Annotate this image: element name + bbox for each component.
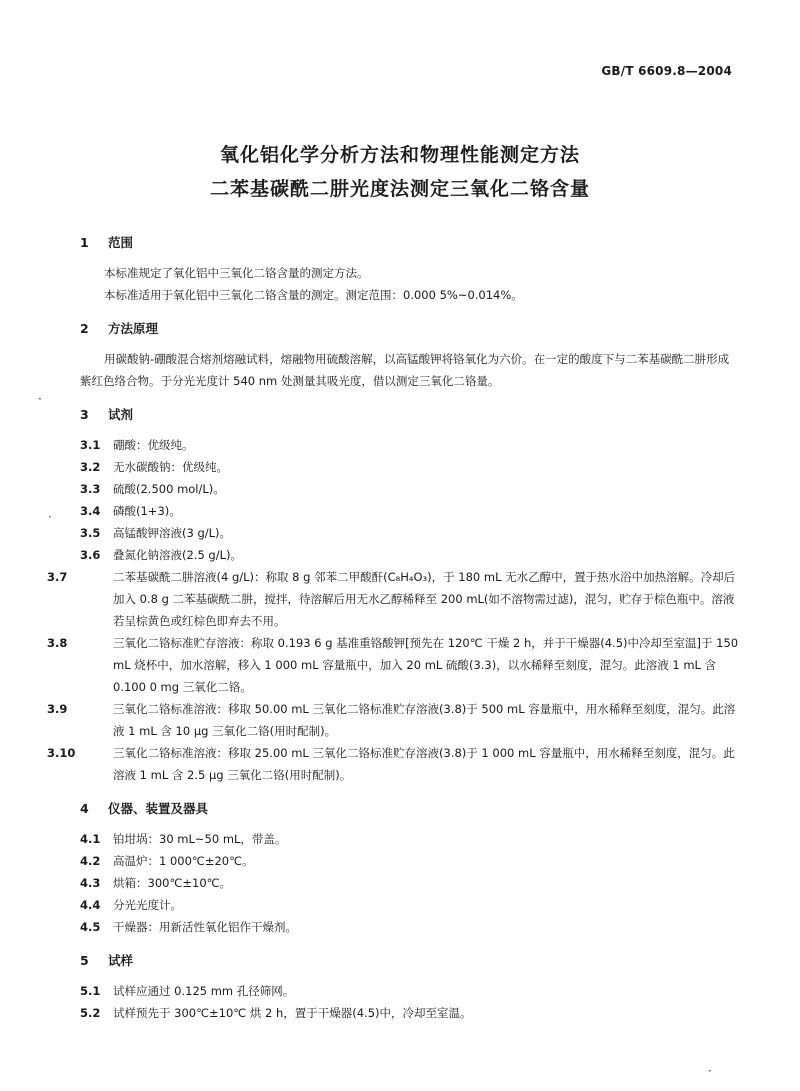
title-line-2: 二苯基碳酰二肼光度法测定三氧化二铬含量 [209, 178, 590, 200]
list-item: 4.2 高温炉：1 000℃±20℃。 [80, 854, 254, 868]
list-item: 3.5 高锰酸钾溶液(3 g/L)。 [80, 526, 232, 540]
list-item: 5.2 试样预先于 300℃±10℃ 烘 2 h，置于干燥器(4.5)中，冷却至室温。 [80, 1006, 472, 1020]
list-item: 3.8 三氧化二铬标准贮存溶液：称取 0.193 6 g 基准重铬酸钾[预先在 120℃ 干燥 2 h，并于干燥器(4.5)中冷却至室温]于 150 mL 烧杯中，加水溶解，移入 1 000 mL 容量瓶中，加入 20 mL 硫酸(3.3)，以水稀释至刻度，混匀。此溶液 1 mL 含 0.100 0 mg 三氧化二铬。 [47, 636, 739, 694]
section-number: 3 [80, 407, 89, 422]
section-title: 仪器、装置及器具 [108, 801, 209, 816]
list-item: 3.2 无水碳酸钠：优级纯。 [80, 460, 228, 474]
section-title: 试剂 [108, 407, 134, 422]
section-title: 方法原理 [108, 321, 159, 336]
list-item: 4.4 分光光度计。 [80, 898, 182, 912]
section-number: 5 [80, 953, 89, 968]
list-item: 4.3 烘箱：300℃±10℃。 [80, 876, 232, 890]
document-title [0, 138, 800, 206]
section-heading-reagents [80, 404, 740, 426]
list-item: 3.10 三氧化二铬标准溶液：移取 25.00 mL 三氧化二铬标准贮存溶液(3.8)于 1 000 mL 容量瓶中，用水稀释至刻度，混匀。此溶液 1 mL 含 2.5 μg 三氧化二铬(用时配制)。 [47, 746, 735, 782]
list-item: 3.6 叠氮化钠溶液(2.5 g/L)。 [80, 548, 242, 562]
section-title: 试样 [108, 953, 134, 968]
document-body [47, 232, 740, 1024]
scan-speck: · [38, 392, 42, 406]
section-heading-sample [80, 950, 740, 972]
list-item: 3.1 硼酸：优级纯。 [80, 438, 194, 452]
list-item: 3.7 二苯基碳酰二肼溶液(4 g/L)：称取 8 g 邻苯二甲酸酐(C₈H₄O₃)，于 180 mL 无水乙醇中，置于热水浴中加热溶解。冷却后加入 0.8 g 二苯基碳酰二肼，搅拌，待溶解后用无水乙醇稀释至 200 mL(如不溶物需过滤)，混匀，贮存于棕色瓶中。溶液若呈棕黄色或红棕色即弃去不用。 [47, 570, 736, 628]
standard-code: GB/T 6609.8—2004 [601, 64, 732, 78]
section-title: 范围 [108, 235, 134, 250]
section-number: 2 [80, 321, 89, 336]
list-item: 3.3 硫酸(2.500 mol/L)。 [80, 482, 225, 496]
list-item: 3.4 磷酸(1+3)。 [80, 504, 181, 518]
list-item: 4.5 干燥器：用新活性氧化铝作干燥剂。 [80, 920, 297, 934]
section-heading-principle [80, 318, 740, 340]
section-heading-apparatus [80, 798, 740, 820]
title-line-1: 氧化铝化学分析方法和物理性能测定方法 [219, 144, 580, 166]
section-number: 4 [80, 801, 89, 816]
paragraph: 用碳酸钠-硼酸混合熔剂熔融试料，熔融物用硫酸溶解，以高锰酸钾将铬氧化为六价。在一定的酸度下与二苯基碳酰二肼形成紫红色络合物。于分光光度计 540 nm 处测量其吸光度，借以测定三氧化二铬量。 [80, 352, 730, 388]
section-heading-scope [80, 232, 740, 254]
list-item: 4.1 铂坩埚：30 mL~50 mL，带盖。 [80, 832, 287, 846]
paragraph: 本标准适用于氧化铝中三氧化二铬含量的测定。测定范围：0.000 5%~0.014%。 [104, 288, 523, 302]
section-number: 1 [80, 235, 89, 250]
paragraph: 本标准规定了氧化铝中三氧化二铬含量的测定方法。 [104, 266, 369, 280]
scan-speck: · [48, 510, 52, 524]
list-item: 3.9 三氧化二铬标准溶液：移取 50.00 mL 三氧化二铬标准贮存溶液(3.8)于 500 mL 容量瓶中，用水稀释至刻度，混匀。此溶液 1 mL 含 10 μg 三氧化二铬(用时配制)。 [47, 702, 736, 738]
scan-speck: · [708, 1064, 712, 1078]
list-item: 5.1 试样应通过 0.125 mm 孔径筛网。 [80, 984, 295, 998]
